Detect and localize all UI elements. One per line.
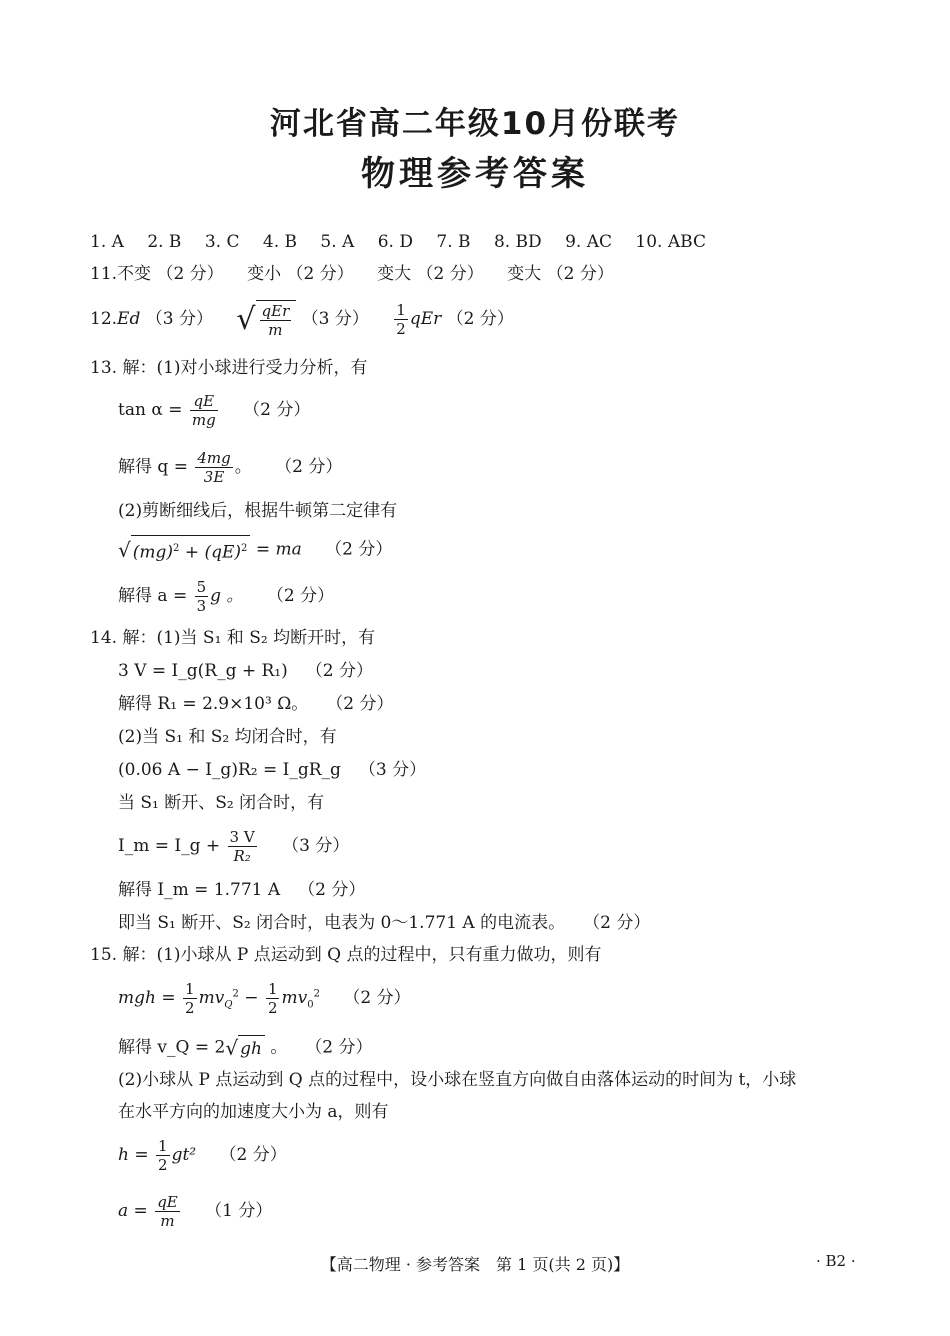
fraction: $\frac{1}{2}$ [158, 1137, 168, 1174]
q13-result-2: 解得 a = $\frac{5}{3}$ g 。 （2 分） [118, 578, 335, 615]
q15-line-2 [118, 1068, 796, 1092]
q14-part1: (1)当 S₁ 和 S₂ 均断开时，有 [156, 628, 376, 648]
fraction: $\frac{qE}{mg}$ [191, 392, 216, 429]
q12-half: $\frac{1}{2}$ [396, 301, 406, 338]
q14-part2: (2)当 S₁ 和 S₂ 均闭合时，有 [118, 727, 337, 747]
score: （2 分） [275, 457, 343, 477]
page-code: · B2 · [816, 1252, 856, 1270]
sqrt-expr: √ gh [225, 1035, 265, 1061]
q12-number: 12. [90, 309, 118, 329]
score: （2 分） [298, 880, 366, 900]
q14-conclusion: 即当 S₁ 断开、S₂ 闭合时，电表为 0～1.771 A 的电流表。 （2 分） [118, 913, 651, 933]
mc-answer: 3. C [204, 232, 240, 252]
q14-eq-1: 3 V = I_g(R_g + R₁) （2 分） [118, 661, 373, 681]
q13-eq-tan: tan α = $\frac{qE}{mg}$ （2 分） [118, 392, 311, 429]
q15-eq-energy: mgh = $\frac{1}{2}$ $mv_Q^2$ − $\frac{1}{2}$ $mv_0^2$ （2 分） [118, 980, 411, 1017]
q11-line [90, 262, 614, 286]
q11-answer: 不变 [117, 264, 152, 284]
q14-part3: 当 S₁ 断开、S₂ 闭合时，有 [118, 793, 325, 813]
score: （3 分） [282, 836, 350, 856]
q12-line [90, 300, 514, 339]
q15-eq-accel: a = $\frac{qE}{m}$ （1 分） [118, 1193, 273, 1230]
fraction: $\frac{3 V}{\text{R₂}}$ [229, 828, 255, 865]
mc-answer: 2. B [147, 232, 182, 252]
q12-sqrt: √ qEr m [236, 300, 296, 339]
q12-score: （3 分） [145, 309, 213, 329]
q14-line-2 [118, 725, 337, 749]
q11-answer: 变大 [377, 264, 412, 284]
q14-line-1 [90, 626, 375, 650]
q14-number: 14. 解： [90, 628, 157, 648]
score: （2 分） [583, 913, 651, 933]
mc-answers [90, 230, 706, 254]
fraction: $\frac{qE}{m}$ [157, 1193, 178, 1230]
mc-answer: 4. B [262, 232, 298, 252]
q12-answer-3: qEr [409, 309, 442, 329]
score: （3 分） [358, 760, 427, 780]
page-title: 河北省高二年级10月份联考 [269, 106, 681, 142]
q13-result-1: 解得 q = $\frac{4mg}{3E}$ 。 （2 分） [118, 449, 343, 486]
score: （1 分） [205, 1201, 273, 1221]
fraction: $\frac{1}{2}$ [185, 980, 195, 1017]
sqrt-expr: √ (mg)$^2$ + (qE)$^2$ [118, 535, 250, 565]
q15-line-1 [90, 943, 602, 967]
page-subtitle: 物理参考答案 [361, 154, 589, 194]
mc-answer: 7. B [436, 232, 471, 252]
score: （2 分） [219, 1145, 287, 1165]
fraction: $\frac{5}{3}$ [196, 578, 207, 615]
q15-result-1: 解得 v_Q = 2√ gh 。 （2 分） [118, 1036, 373, 1060]
q15-part2: (2)小球从 P 点运动到 Q 点的过程中，设小球在竖直方向做自由落体运动的时间为 t，小球 [118, 1070, 797, 1090]
q14-result-1: 解得 R₁ = 2.9×10³ Ω。 （2 分） [118, 694, 394, 714]
score: （2 分） [305, 1037, 373, 1058]
q13-line-2 [118, 499, 397, 523]
q11-number: 11. [90, 264, 118, 284]
score: （2 分） [266, 586, 335, 606]
q12-answer-1: Ed [117, 309, 141, 329]
score: （2 分） [243, 400, 311, 420]
q14-eq-3: I_m = I_g + $\frac{3 V}{\text{R₂}}$ （3 分） [118, 828, 350, 865]
q14-line-3 [118, 791, 324, 815]
q15-number: 15. 解： [90, 945, 157, 965]
fraction: $\frac{1}{2}$ [267, 980, 278, 1017]
q13-part2: (2)剪断细线后，根据牛顿第二定律有 [118, 501, 398, 521]
q15-part2-cont: 在水平方向的加速度大小为 a，则有 [118, 1102, 389, 1122]
mc-answer: 1. A [90, 232, 124, 252]
score: （2 分） [343, 988, 411, 1008]
score: （2 分） [325, 539, 393, 560]
mc-answer: 6. D [377, 232, 413, 252]
q11-score: （2 分） [546, 264, 614, 284]
fraction: $\frac{4mg}{3E}$ [197, 449, 231, 486]
q13-number: 13. 解： [90, 358, 157, 378]
mc-answer: 5. A [320, 232, 355, 252]
q15-eq-fall: h = $\frac{1}{2}$ gt² （2 分） [118, 1137, 287, 1174]
q14-eq-2: (0.06 A − I_g)R₂ = I_gR_g （3 分） [118, 760, 427, 780]
q15-part1: (1)小球从 P 点运动到 Q 点的过程中，只有重力做功，则有 [156, 945, 602, 965]
q14-result-2: 解得 I_m = 1.771 A （2 分） [118, 880, 366, 900]
q13-line-1 [90, 356, 368, 380]
mc-answer: 9. AC [565, 232, 613, 252]
mc-answer: 10. ABC [635, 232, 706, 252]
q11-score: （2 分） [156, 264, 224, 284]
score: （2 分） [305, 661, 373, 681]
mc-answer: 8. BD [493, 232, 542, 252]
q12-score: （2 分） [446, 309, 514, 329]
q13-eq-newton: √ (mg)$^2$ + (qE)$^2$ = ma （2 分） [118, 535, 392, 565]
page-footer: 【高二物理 · 参考答案 第 1 页(共 2 页)】 [320, 1255, 630, 1274]
q12-score: （3 分） [301, 309, 369, 329]
q11-score: （2 分） [416, 264, 484, 284]
q11-answer: 变大 [507, 264, 542, 284]
q13-part1: (1)对小球进行受力分析，有 [156, 358, 368, 378]
q15-line-3 [118, 1100, 389, 1124]
score: （2 分） [326, 694, 394, 714]
q11-answer: 变小 [247, 264, 282, 284]
q11-score: （2 分） [286, 264, 354, 284]
